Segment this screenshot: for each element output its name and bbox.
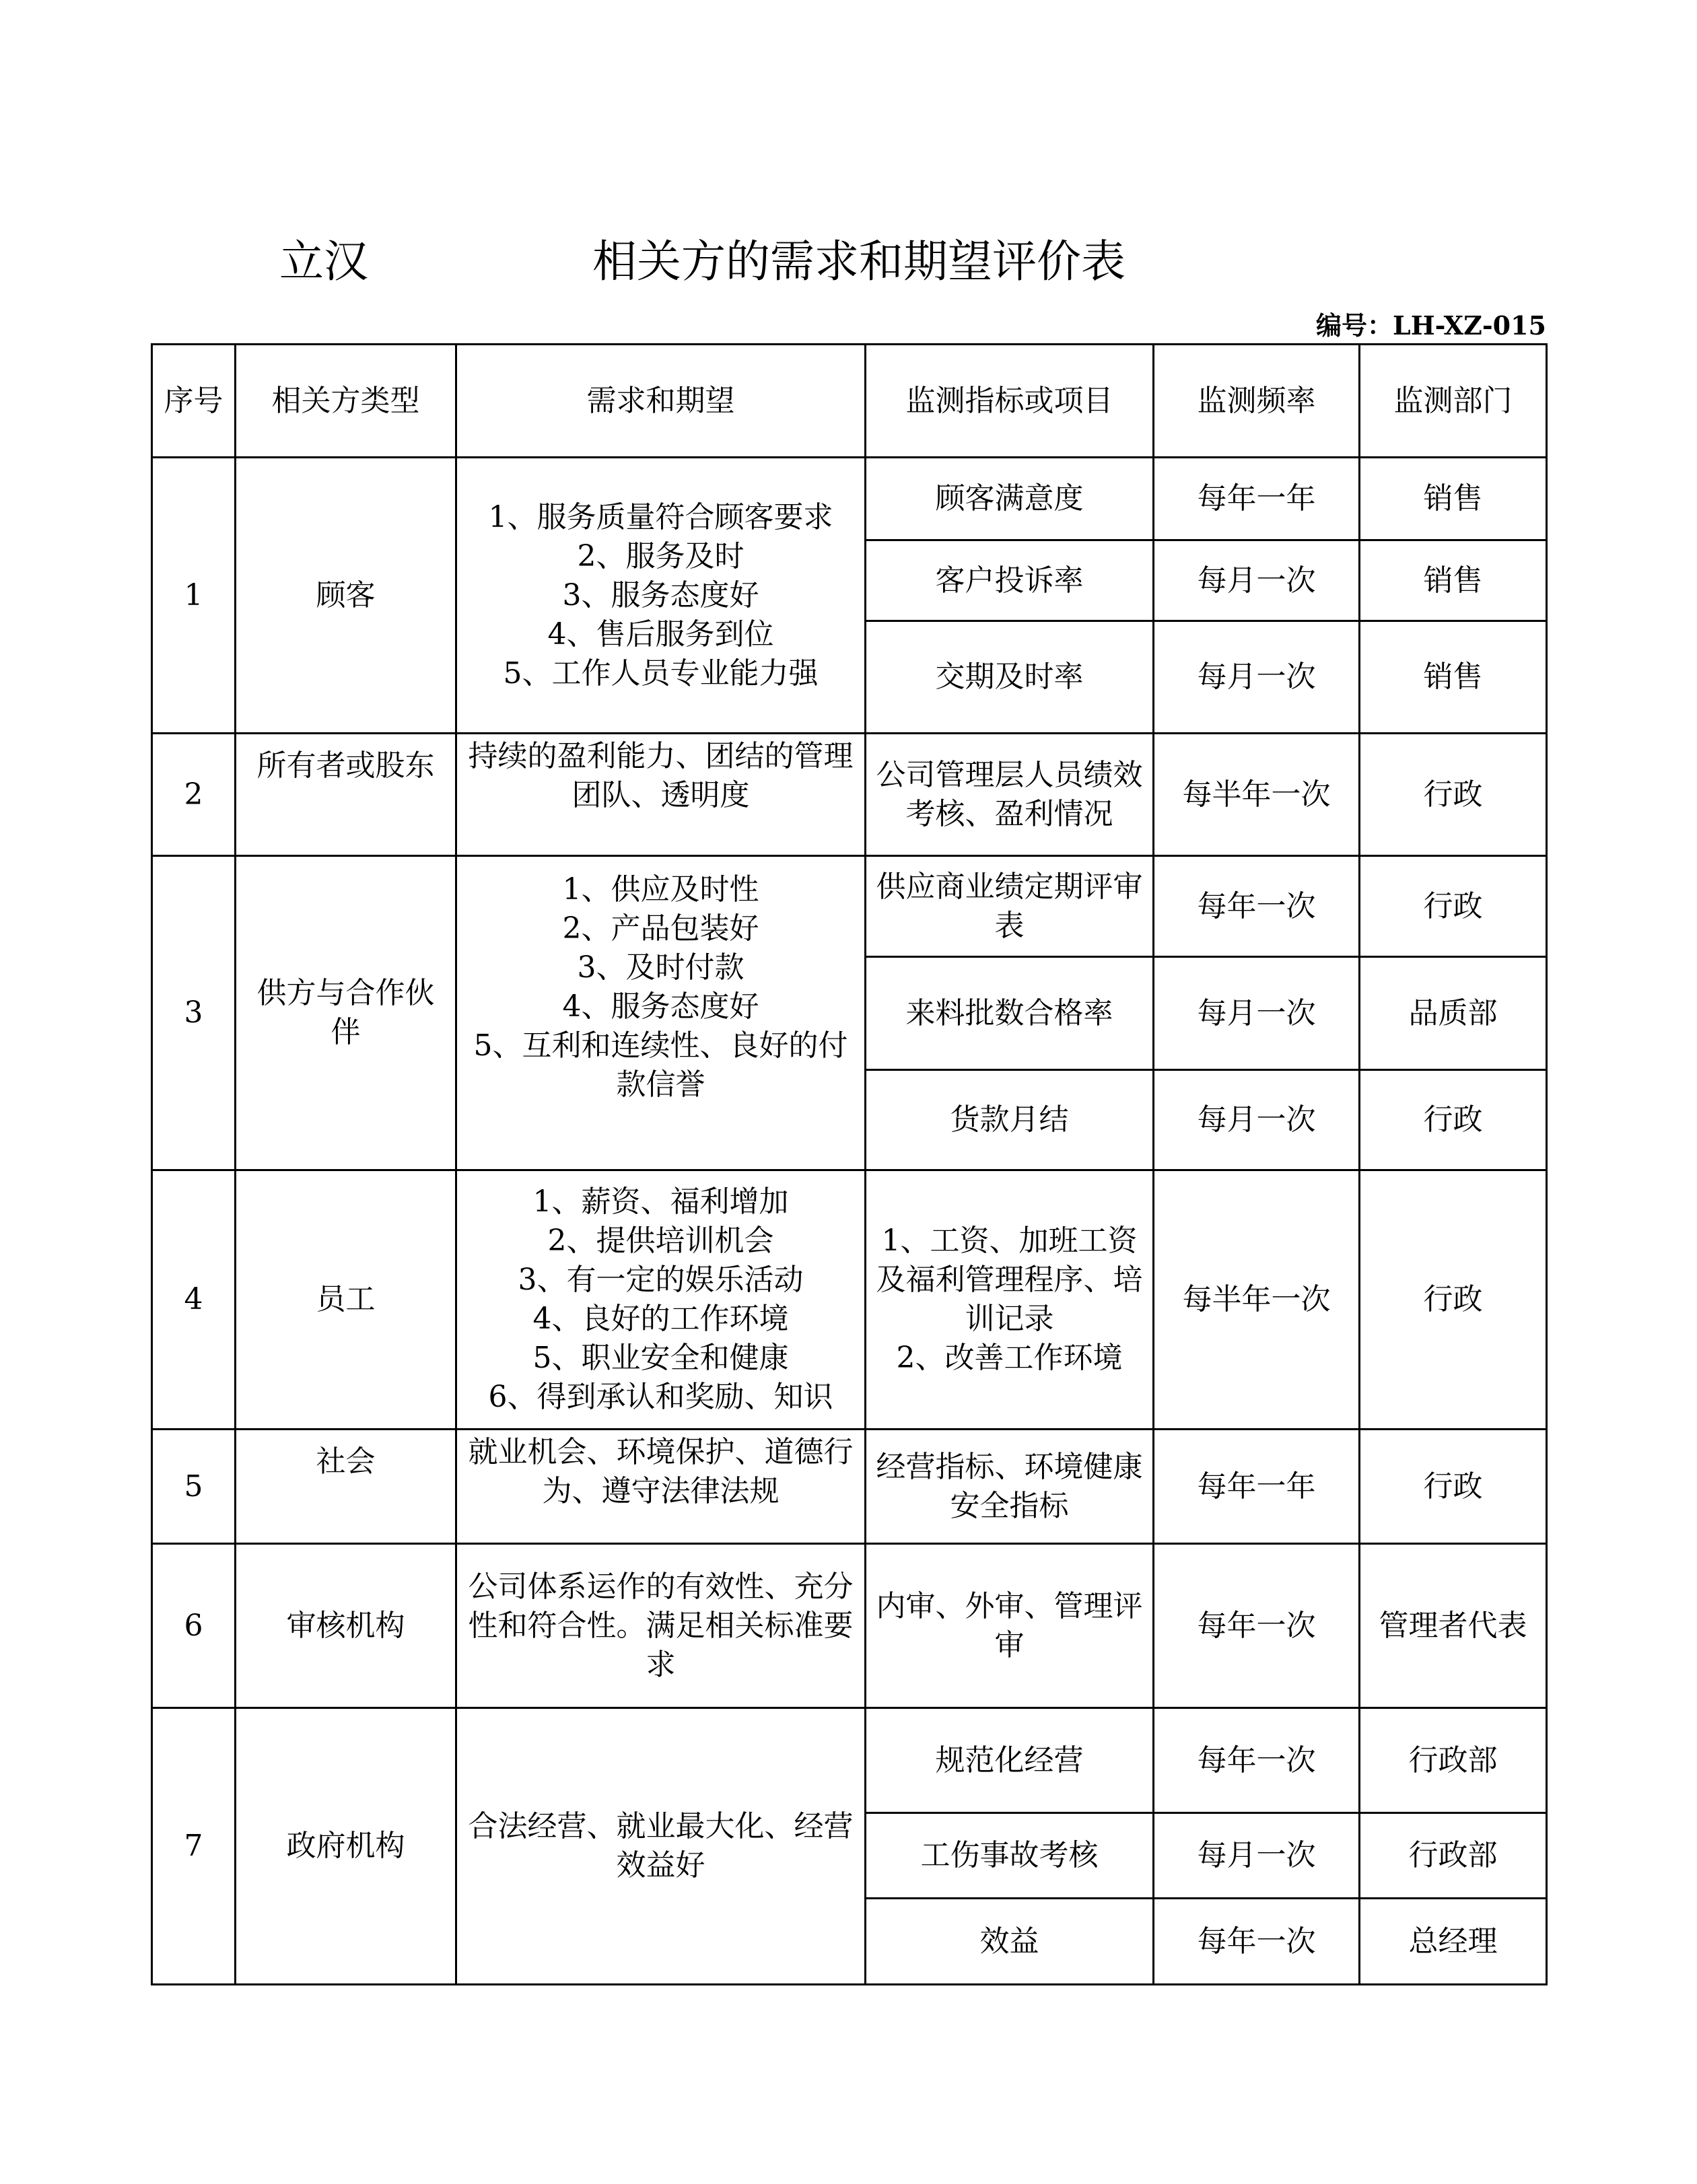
row-indicator: 工伤事故考核 bbox=[866, 1813, 1154, 1899]
row-dept: 总经理 bbox=[1360, 1899, 1547, 1985]
needs-line: 5、职业安全和健康 bbox=[532, 1341, 789, 1375]
row-type: 顾客 bbox=[236, 458, 456, 734]
row-dept: 行政部 bbox=[1360, 1708, 1547, 1813]
row-dept: 管理者代表 bbox=[1360, 1544, 1547, 1708]
needs-line: 4、售后服务到位 bbox=[547, 617, 774, 651]
column-header-no: 序号 bbox=[152, 345, 236, 458]
column-header-frequency: 监测频率 bbox=[1154, 345, 1360, 458]
needs-line: 1、服务质量符合顾客要求 bbox=[488, 499, 833, 534]
row-dept: 品质部 bbox=[1360, 957, 1547, 1070]
row-indicator: 公司管理层人员绩效考核、盈利情况 bbox=[866, 734, 1154, 856]
row-indicator: 效益 bbox=[866, 1899, 1154, 1985]
row-frequency: 每月一次 bbox=[1154, 1813, 1360, 1899]
document-number: 编号：LH-XZ-015 bbox=[1316, 310, 1546, 341]
row-needs bbox=[456, 856, 866, 1170]
needs-line: 1、供应及时性 bbox=[562, 872, 759, 907]
row-indicator: 客户投诉率 bbox=[866, 540, 1154, 621]
row-no: 3 bbox=[152, 856, 236, 1170]
row-type: 供方与合作伙伴 bbox=[236, 856, 456, 1170]
row-indicator: 规范化经营 bbox=[866, 1708, 1154, 1813]
needs-line: 4、良好的工作环境 bbox=[532, 1302, 789, 1336]
table-row bbox=[152, 734, 1547, 856]
table-row bbox=[152, 458, 1547, 540]
needs-line: 3、有一定的娱乐活动 bbox=[518, 1263, 804, 1297]
header-row bbox=[152, 345, 1547, 458]
row-frequency: 每月一次 bbox=[1154, 540, 1360, 621]
row-no: 5 bbox=[152, 1430, 236, 1544]
row-dept: 行政 bbox=[1360, 1430, 1547, 1544]
row-frequency: 每月一次 bbox=[1154, 957, 1360, 1070]
table-row bbox=[152, 856, 1547, 957]
column-header-type: 相关方类型 bbox=[236, 345, 456, 458]
row-indicator: 交期及时率 bbox=[866, 621, 1154, 734]
row-type: 社会 bbox=[236, 1430, 456, 1544]
row-indicator: 经营指标、环境健康安全指标 bbox=[866, 1430, 1154, 1544]
row-no: 6 bbox=[152, 1544, 236, 1708]
table-row bbox=[152, 1544, 1547, 1708]
row-needs: 就业机会、环境保护、道德行为、遵守法律法规 bbox=[456, 1430, 866, 1544]
table-row bbox=[152, 1430, 1547, 1544]
row-dept: 行政 bbox=[1360, 734, 1547, 856]
row-type: 政府机构 bbox=[236, 1708, 456, 1985]
needs-line: 1、薪资、福利增加 bbox=[532, 1185, 789, 1219]
row-frequency: 每半年一次 bbox=[1154, 1170, 1360, 1430]
needs-line: 4、服务态度好 bbox=[562, 989, 759, 1024]
row-frequency: 每年一次 bbox=[1154, 856, 1360, 957]
row-dept: 行政 bbox=[1360, 856, 1547, 957]
row-type: 审核机构 bbox=[236, 1544, 456, 1708]
indicator-line: 2、改善工作环境 bbox=[896, 1341, 1123, 1375]
row-dept: 行政 bbox=[1360, 1070, 1547, 1170]
row-dept: 行政 bbox=[1360, 1170, 1547, 1430]
needs-line: 2、产品包装好 bbox=[562, 911, 759, 946]
row-needs bbox=[456, 1170, 866, 1430]
row-needs: 持续的盈利能力、团结的管理团队、透明度 bbox=[456, 734, 866, 856]
row-needs bbox=[456, 458, 866, 734]
row-indicator: 供应商业绩定期评审表 bbox=[866, 856, 1154, 957]
row-no: 1 bbox=[152, 458, 236, 734]
column-header-needs: 需求和期望 bbox=[456, 345, 866, 458]
row-indicator bbox=[866, 1170, 1154, 1430]
row-frequency: 每月一次 bbox=[1154, 1070, 1360, 1170]
table-row bbox=[152, 1170, 1547, 1430]
row-type: 所有者或股东 bbox=[236, 734, 456, 856]
row-dept: 销售 bbox=[1360, 540, 1547, 621]
company-name: 立汉 bbox=[279, 236, 368, 287]
indicator-line: 1、工资、加班工资及福利管理程序、培训记录 bbox=[876, 1224, 1143, 1336]
row-no: 2 bbox=[152, 734, 236, 856]
row-dept: 销售 bbox=[1360, 458, 1547, 540]
row-indicator: 内审、外审、管理评审 bbox=[866, 1544, 1154, 1708]
needs-line: 2、服务及时 bbox=[577, 538, 744, 573]
needs-line: 2、提供培训机会 bbox=[547, 1224, 774, 1258]
row-frequency: 每年一年 bbox=[1154, 1430, 1360, 1544]
row-frequency: 每半年一次 bbox=[1154, 734, 1360, 856]
row-needs: 公司体系运作的有效性、充分性和符合性。满足相关标准要求 bbox=[456, 1544, 866, 1708]
row-frequency: 每年一次 bbox=[1154, 1899, 1360, 1985]
table-row bbox=[152, 1708, 1547, 1813]
row-dept: 销售 bbox=[1360, 621, 1547, 734]
needs-line: 6、得到承认和奖励、知识 bbox=[488, 1380, 833, 1414]
row-frequency: 每月一次 bbox=[1154, 621, 1360, 734]
row-no: 7 bbox=[152, 1708, 236, 1985]
row-frequency: 每年一次 bbox=[1154, 1708, 1360, 1813]
needs-line: 3、及时付款 bbox=[577, 950, 744, 985]
needs-line: 5、工作人员专业能力强 bbox=[503, 656, 819, 691]
needs-line: 5、互利和连续性、良好的付款信誉 bbox=[473, 1028, 848, 1102]
column-header-dept: 监测部门 bbox=[1360, 345, 1547, 458]
row-no: 4 bbox=[152, 1170, 236, 1430]
row-frequency: 每年一年 bbox=[1154, 458, 1360, 540]
row-needs: 合法经营、就业最大化、经营效益好 bbox=[456, 1708, 866, 1985]
row-type: 员工 bbox=[236, 1170, 456, 1430]
evaluation-table bbox=[151, 343, 1548, 1985]
row-dept: 行政部 bbox=[1360, 1813, 1547, 1899]
row-indicator: 顾客满意度 bbox=[866, 458, 1154, 540]
row-frequency: 每年一次 bbox=[1154, 1544, 1360, 1708]
page-title: 相关方的需求和期望评价表 bbox=[592, 236, 1125, 287]
row-indicator: 来料批数合格率 bbox=[866, 957, 1154, 1070]
needs-line: 3、服务态度好 bbox=[562, 577, 759, 612]
column-header-indicator: 监测指标或项目 bbox=[866, 345, 1154, 458]
row-indicator: 货款月结 bbox=[866, 1070, 1154, 1170]
